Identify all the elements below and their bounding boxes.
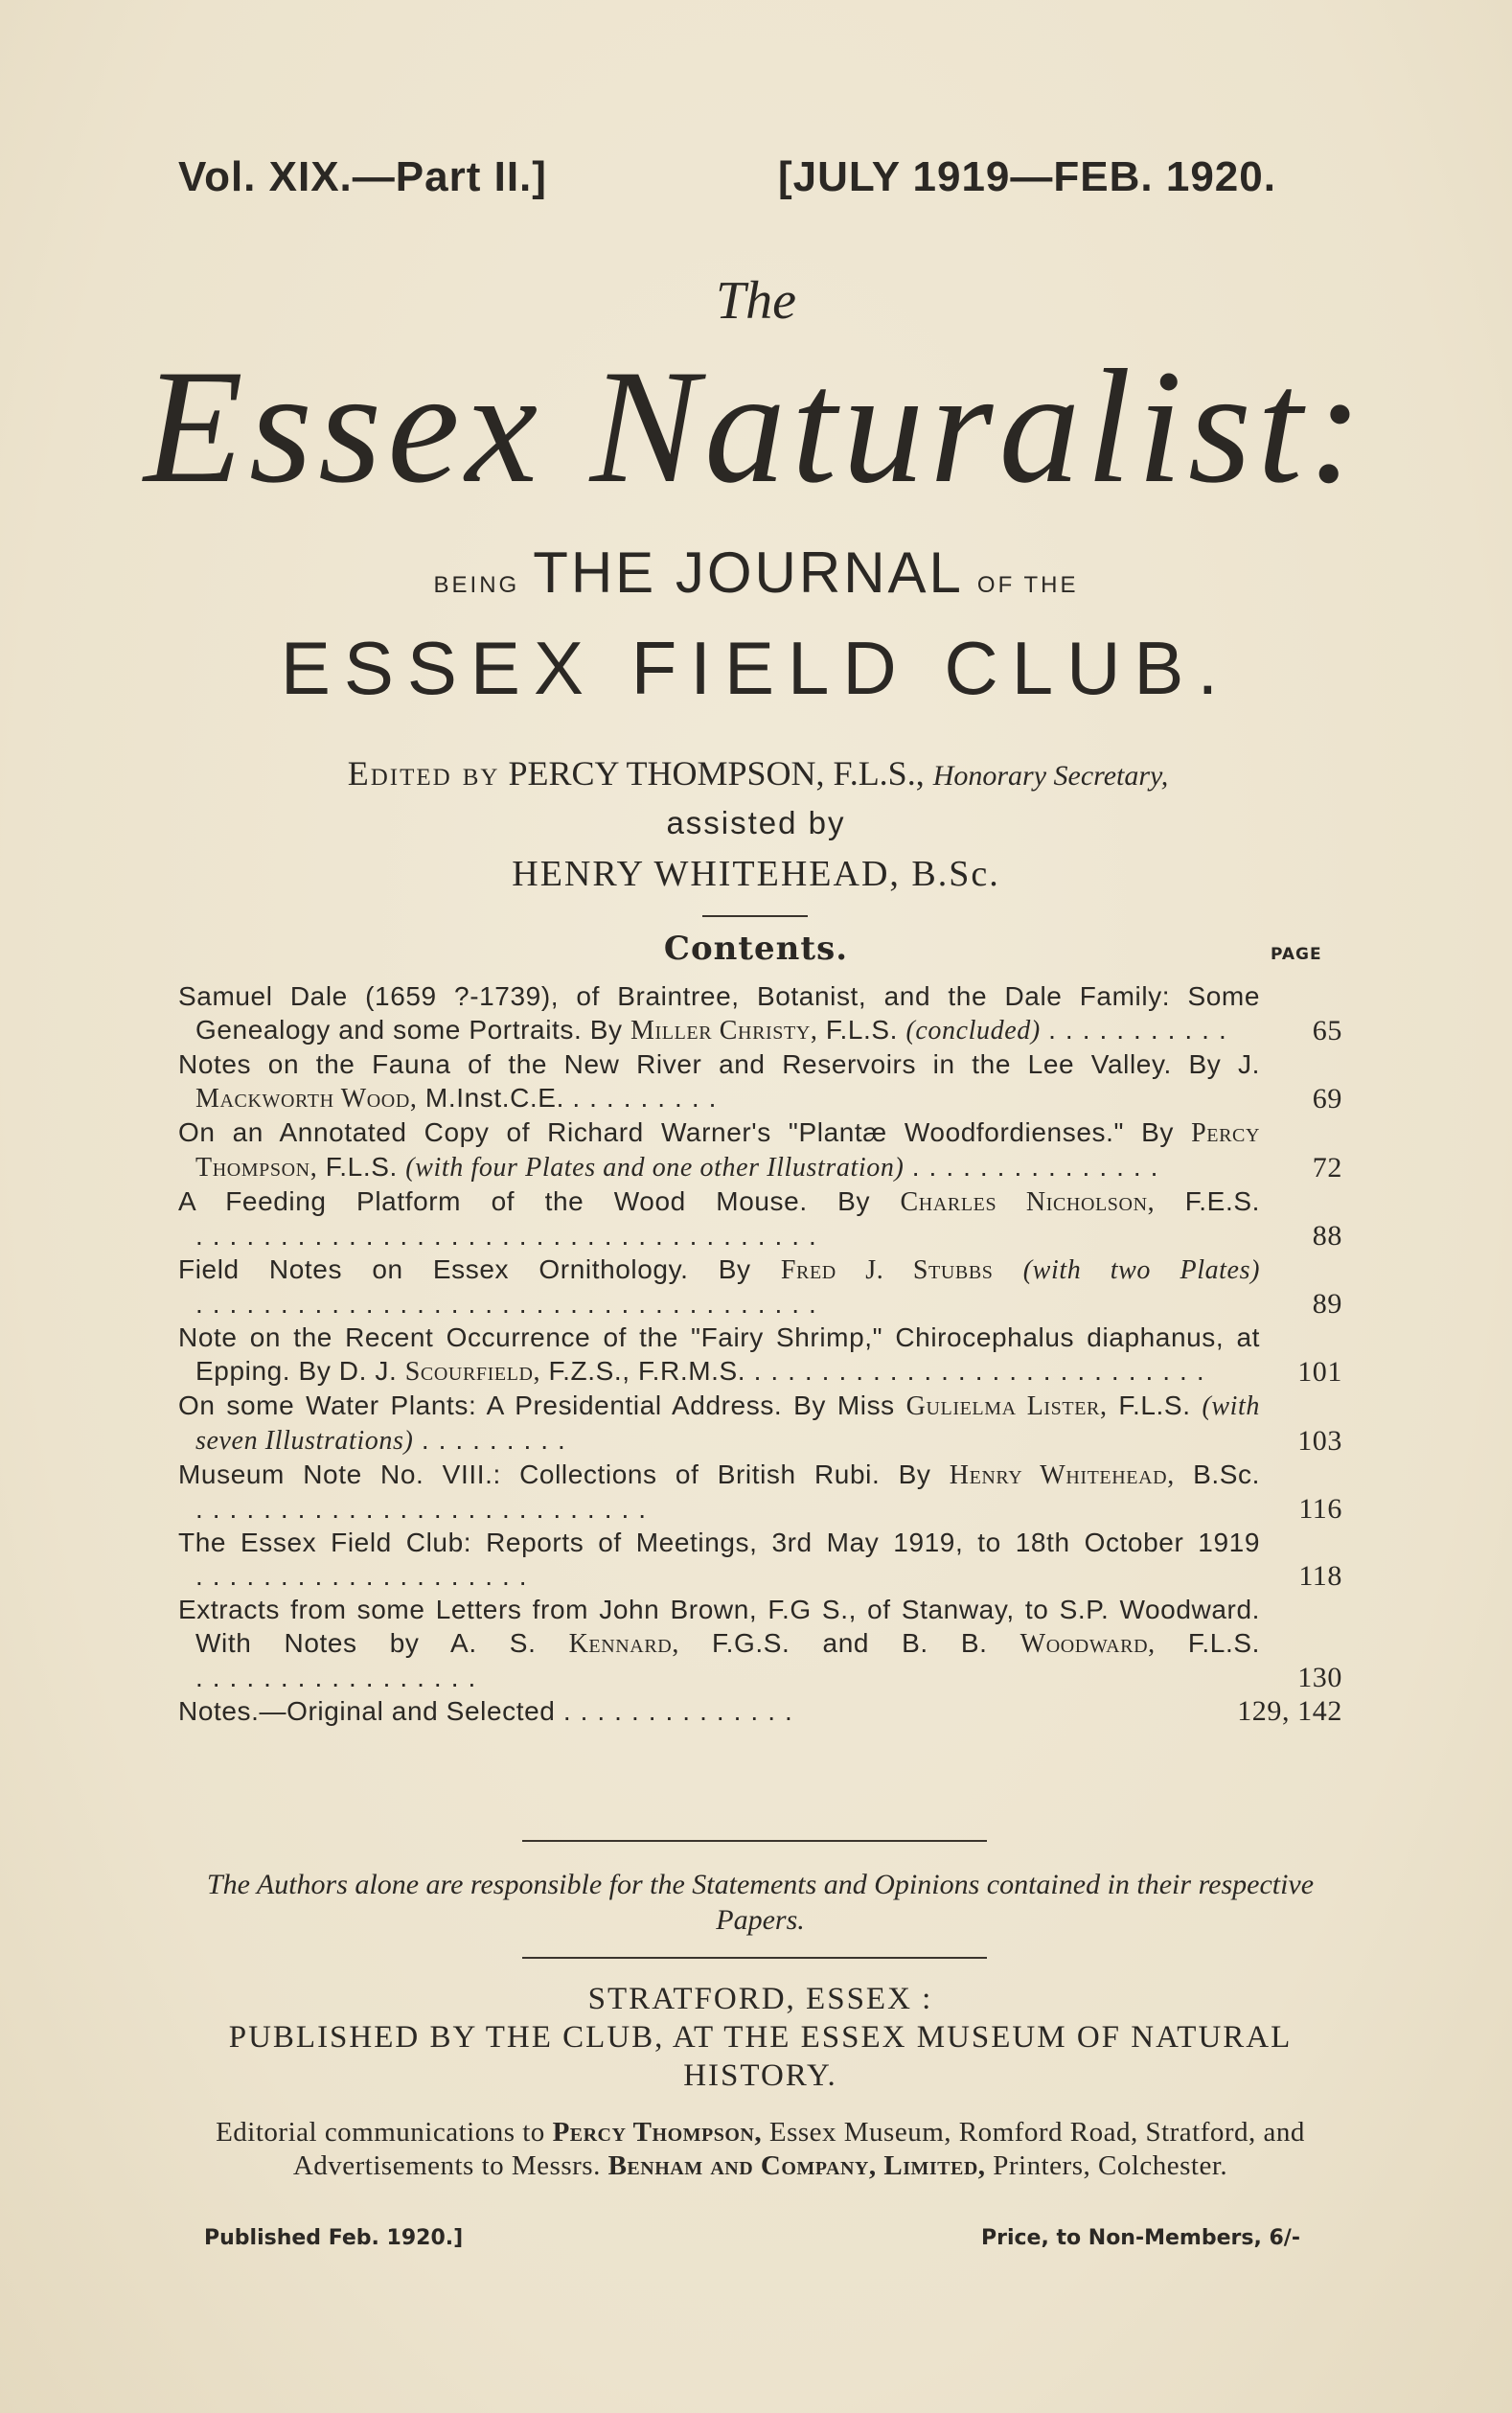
toc-entry[interactable]: Notes.—Original and Selected .............. 129, 142 — [178, 1695, 1342, 1727]
toc-entry[interactable]: Note on the Recent Occurrence of the "Fairy Shrimp," Chirocephalus diaphanus, at Epping. By D. J. Scourfield, F.Z.S., F.R.M.S. ........................... 101 — [178, 1322, 1342, 1388]
published-date: Published Feb. 1920.] — [204, 2226, 464, 2250]
toc-page-number: 103 — [1297, 1425, 1342, 1457]
publisher-statement: PUBLISHED BY THE CLUB, AT THE ESSEX MUSEUM OF NATURAL HISTORY. — [228, 2020, 1293, 2093]
toc-page-number: 130 — [1297, 1662, 1342, 1693]
toc-page-number: 129, 142 — [1237, 1695, 1342, 1727]
page-column-header: PAGE — [1271, 945, 1322, 964]
toc-page-number: 101 — [1297, 1356, 1342, 1388]
the-journal-words: THE JOURNAL — [533, 540, 964, 605]
toc-entry[interactable]: The Essex Field Club: Reports of Meetings, 3rd May 1919, to 18th October 1919 .................... 118 — [178, 1528, 1342, 1592]
divider-disclaimer — [522, 1957, 987, 1959]
toc-page-number: 72 — [1312, 1152, 1342, 1184]
being-word: BEING — [433, 572, 520, 598]
toc-entry[interactable]: Field Notes on Essex Ornithology. By Fred J. Stubbs (with two Plates) ..................................... 89 — [178, 1254, 1342, 1320]
toc-page-number: 65 — [1312, 1015, 1342, 1046]
editorial-communications: Editorial communications to Percy Thompson, Essex Museum, Romford Road, Stratford, and Advertisements to Messrs. Benham and Company, Limited, Printers, Colchester. — [216, 2117, 1305, 2181]
title-article: The — [716, 271, 796, 331]
table-of-contents — [178, 979, 1342, 1728]
editor-name: PERCY THOMPSON, F.L.S., — [508, 754, 925, 793]
toc-entry[interactable]: Extracts from some Letters from John Brown, F.G S., of Stanway, to S.P. Woodward. With Notes by A. S. Kennard, F.G.S. and B. B. Woodward, F.L.S. ................. 130 — [178, 1595, 1342, 1693]
edited-by-label: Edited by — [347, 754, 500, 793]
toc-entry[interactable]: On some Water Plants: A Presidential Address. By Miss Gulielma Lister, F.L.S. (with seven Illustrations) ......... 103 — [178, 1390, 1342, 1457]
disclaimer-note: The Authors alone are responsible for the Statements and Opinions contained in their respective Papers. — [206, 1869, 1315, 1936]
volume-label: Vol. XIX.—Part II.] — [178, 153, 547, 200]
assistant-editor-name: HENRY WHITEHEAD, B.Sc. — [512, 854, 1000, 894]
divider-contents-top — [702, 915, 808, 917]
editor-line — [178, 753, 1338, 793]
toc-page-number: 88 — [1312, 1220, 1342, 1252]
of-the-words: OF THE — [976, 572, 1079, 598]
publisher-location: STRATFORD, ESSEX : — [587, 1982, 933, 2016]
toc-entry[interactable]: On an Annotated Copy of Richard Warner's "Plantæ Woodfordienses." By Percy Thompson, F.L.S. (with four Plates and one other Illustration) ............... 72 — [178, 1117, 1342, 1184]
toc-page-number: 89 — [1312, 1288, 1342, 1320]
toc-entry[interactable]: Notes on the Fauna of the New River and Reservoirs in the Lee Valley. By J. Mackworth Wood, M.Inst.C.E. ......... 69 — [178, 1049, 1342, 1115]
toc-page-number: 116 — [1298, 1493, 1342, 1525]
price-note: Price, to Non-Members, 6/- — [981, 2226, 1300, 2250]
journal-subtitle — [0, 540, 1512, 605]
date-range: [JULY 1919—FEB. 1920. — [778, 153, 1276, 200]
toc-page-number: 69 — [1312, 1083, 1342, 1115]
publisher-block — [178, 1980, 1342, 2095]
editor-role: Honorary Secretary, — [932, 760, 1169, 792]
toc-entry[interactable]: Museum Note No. VIII.: Collections of British Rubi. By Henry Whitehead, B.Sc. ........................... 116 — [178, 1459, 1342, 1525]
journal-title: Essex Naturalist: — [144, 336, 1368, 517]
club-name: ESSEX FIELD CLUB. — [280, 626, 1232, 710]
toc-entry[interactable]: Samuel Dale (1659 ?-1739), of Braintree, Botanist, and the Dale Family: Some Genealogy and some Portraits. By Miller Christy, F.L.S. (concluded) ........... 65 — [178, 981, 1342, 1046]
toc-page-number: 118 — [1298, 1560, 1342, 1592]
toc-entry[interactable]: A Feeding Platform of the Wood Mouse. By Charles Nicholson, F.E.S. ..................................... 88 — [178, 1186, 1342, 1252]
divider-contents-bottom — [522, 1840, 987, 1842]
assisted-by-label: assisted by — [666, 805, 846, 840]
contents-heading: Contents. — [663, 930, 849, 968]
